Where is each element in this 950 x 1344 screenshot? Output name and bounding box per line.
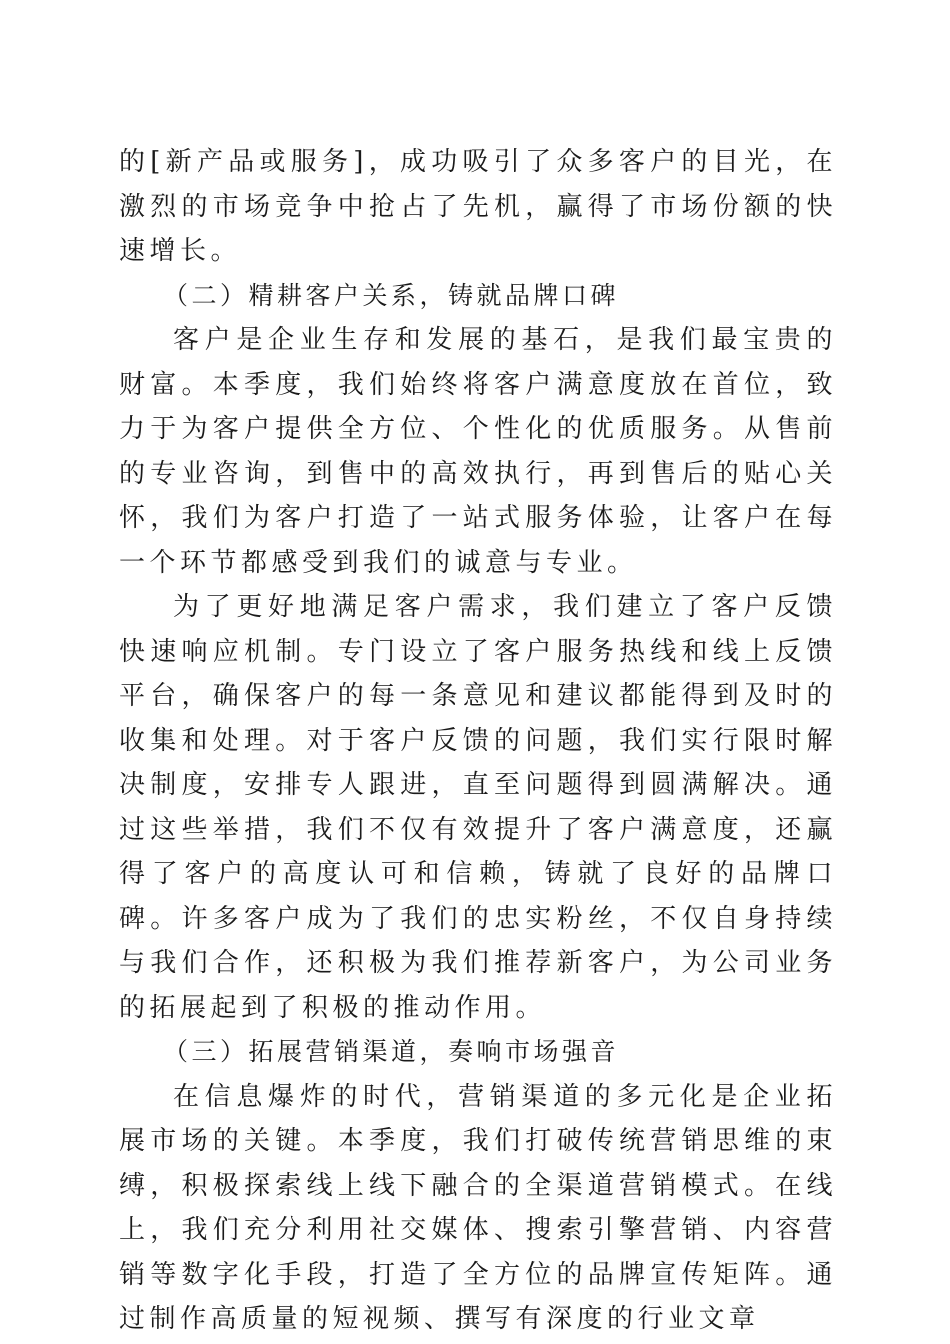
document-body <box>119 140 837 1342</box>
paragraph: 在信息爆炸的时代，营销渠道的多元化是企业拓展市场的关键。本季度，我们打破传统营销思维的束缚，积极探索线上线下融合的全渠道营销模式。在线上，我们充分利用社交媒体、搜索引擎营销、内容营销等数字化手段，打造了全方位的品牌宣传矩阵。通过制作高质量的短视频、撰写有深度的行业文章 <box>119 1081 837 1334</box>
paragraph: 为了更好地满足客户需求，我们建立了客户反馈快速响应机制。专门设立了客户服务热线和线上反馈平台，确保客户的每一条意见和建议都能得到及时的收集和处理。对于客户反馈的问题，我们实行限时解决制度，安排专人跟进，直至问题得到圆满解决。通过这些举措，我们不仅有效提升了客户满意度，还赢得了客户的高度认可和信赖，铸就了良好的品牌口碑。许多客户成为了我们的忠实粉丝，不仅自身持续与我们合作，还积极为我们推荐新客户，为公司业务的拓展起到了积极的推动作用。 <box>119 592 837 1023</box>
section-heading-2: （二）精耕客户关系，铸就品牌口碑 <box>163 280 620 310</box>
paragraph-continued: 的[新产品或服务]，成功吸引了众多客户的目光，在激烈的市场竞争中抢占了先机，赢得了市场份额的快速增长。 <box>119 147 837 266</box>
paragraph: 客户是企业生存和发展的基石，是我们最宝贵的财富。本季度，我们始终将客户满意度放在首位，致力于为客户提供全方位、个性化的优质服务。从售前的专业咨询，到售中的高效执行，再到售后的贴心关怀，我们为客户打造了一站式服务体验，让客户在每一个环节都感受到我们的诚意与专业。 <box>119 325 837 578</box>
section-heading-3: （三）拓展营销渠道，奏响市场强音 <box>163 1037 620 1066</box>
